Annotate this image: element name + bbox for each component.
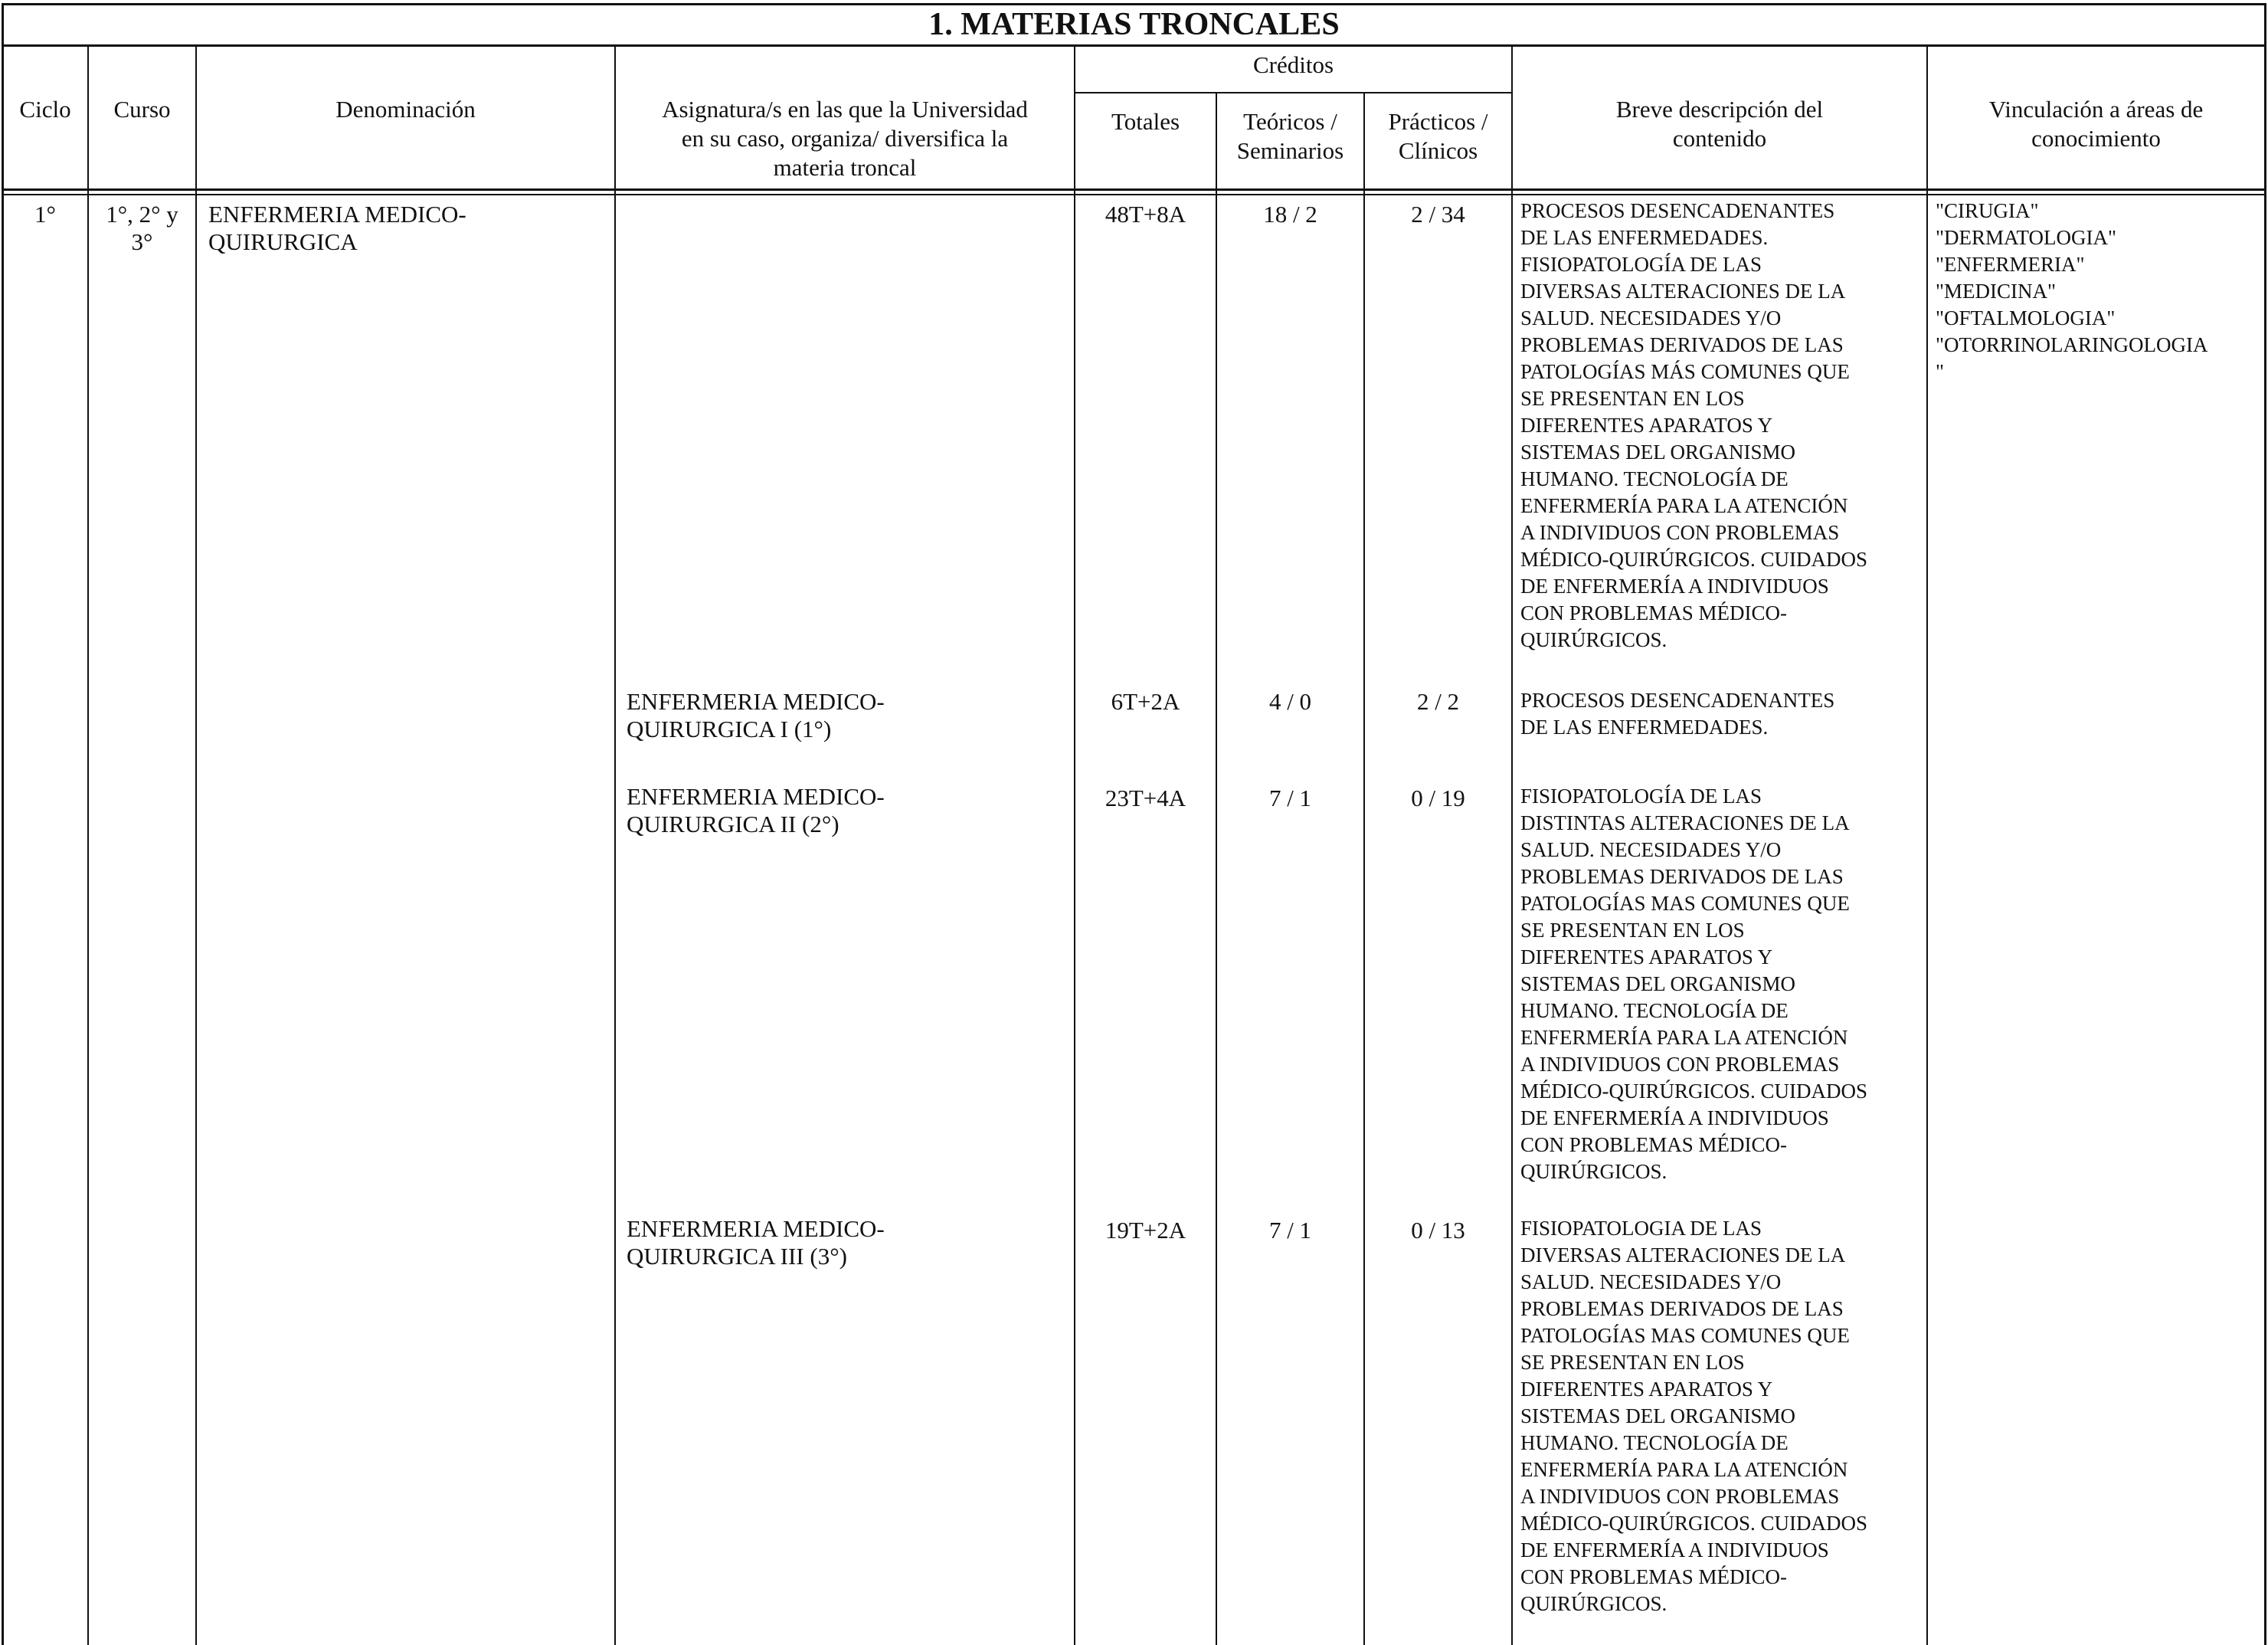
header-creditos: Créditos [1252, 51, 1334, 78]
col-border-practicos [1511, 44, 1513, 1645]
sub-row-2-teoricos: 7 / 1 [1268, 785, 1312, 811]
sub-row-2-practicos: 0 / 19 [1411, 785, 1465, 811]
col-border-totales [1216, 92, 1217, 1645]
header-teoricos: Teóricos / Seminarios [1236, 108, 1344, 164]
sub-row-3-totales: 19T+2A [1105, 1217, 1186, 1244]
sub-row-1-totales: 6T+2A [1111, 688, 1180, 715]
main-ciclo: 1° [34, 201, 56, 228]
header-totales: Totales [1111, 108, 1180, 135]
sub-row-2-asignatura: ENFERMERIA MEDICO- QUIRURGICA II (2°) [627, 783, 885, 837]
sub-row-3-asignatura: ENFERMERIA MEDICO- QUIRURGICA III (3°) [627, 1215, 885, 1270]
header-practicos: Prácticos / Clínicos [1388, 108, 1488, 164]
col-border-teoricos [1363, 92, 1365, 1645]
header-ciclo: Ciclo [19, 96, 71, 123]
main-curso: 1°, 2° y 3° [106, 201, 178, 255]
sub-row-3-practicos: 0 / 13 [1411, 1217, 1465, 1244]
sub-row-3-teoricos: 7 / 1 [1268, 1217, 1312, 1244]
header-denominacion: Denominación [335, 96, 476, 123]
sub-row-1-teoricos: 4 / 0 [1268, 688, 1312, 715]
col-border-asignatura [1074, 44, 1075, 1645]
col-border-left [2, 3, 4, 1645]
creditos-bottom-border [1074, 92, 1513, 93]
sub-row-2-descripcion: FISIOPATOLOGÍA DE LAS DISTINTAS ALTERACIONES DE LA SALUD. NECESIDADES Y/O PROBLEMAS DERIVADOS DE LAS PATOLOGÍAS MAS COMUNES QUE SE PRESENTAN EN LOS DIFERENTES APARATOS Y SISTEMAS DEL ORGANISMO HUMANO. TECNOLOGÍA DE ENFERMERÍA PARA LA ATENCIÓN A INDIVIDUOS CON PROBLEMAS MÉDICO-QUIRÚRGICOS. CUIDADOS DE ENFERMERÍA A INDIVIDUOS CON PROBLEMAS MÉDICO- QUIRÚRGICOS. [1520, 785, 1868, 1183]
col-border-denominacion [614, 44, 616, 1645]
header-vinculacion: Vinculación a áreas de conocimiento [1988, 96, 2204, 152]
header-curso: Curso [113, 96, 171, 123]
sub-row-1-asignatura: ENFERMERIA MEDICO- QUIRURGICA I (1°) [627, 688, 885, 742]
header-descripcion: Breve descripción del contenido [1615, 96, 1824, 152]
sub-row-1-descripcion: PROCESOS DESENCADENANTES DE LAS ENFERMEDADES. [1520, 689, 1835, 739]
page-title: 1. MATERIAS TRONCALES [928, 7, 1340, 42]
main-totales: 48T+8A [1105, 201, 1186, 228]
col-border-curso [195, 44, 197, 1645]
sub-row-1-practicos: 2 / 2 [1416, 688, 1460, 715]
sub-row-2-totales: 23T+4A [1105, 785, 1186, 811]
header-asignatura: Asignatura/s en las que la Universidad en su caso, organiza/ diversifica la materia troncal [662, 96, 1028, 181]
main-vinculacion: "CIRUGIA" "DERMATOLOGIA" "ENFERMERIA" "MEDICINA" "OFTALMOLOGIA" "OTORRINOLARINGOLOGIA " [1936, 199, 2208, 383]
main-teoricos: 18 / 2 [1263, 201, 1317, 228]
col-border-descripcion [1926, 44, 1928, 1645]
main-descripcion: PROCESOS DESENCADENANTES DE LAS ENFERMEDADES. FISIOPATOLOGÍA DE LAS DIVERSAS ALTERACIONES DE LA SALUD. NECESIDADES Y/O PROBLEMAS DERIVADOS DE LAS PATOLOGÍAS MÁS COMUNES QUE SE PRESENTAN EN LOS DIFERENTES APARATOS Y SISTEMAS DEL ORGANISMO HUMANO. TECNOLOGÍA DE ENFERMERÍA PARA LA ATENCIÓN A INDIVIDUOS CON PROBLEMAS MÉDICO-QUIRÚRGICOS. CUIDADOS DE ENFERMERÍA A INDIVIDUOS CON PROBLEMAS MÉDICO- QUIRÚRGICOS. [1520, 199, 1868, 651]
main-practicos: 2 / 34 [1411, 201, 1465, 228]
sub-row-3-descripcion: FISIOPATOLOGIA DE LAS DIVERSAS ALTERACIONES DE LA SALUD. NECESIDADES Y/O PROBLEMAS DERIVADOS DE LAS PATOLOGÍAS MAS COMUNES QUE SE PRESENTAN EN LOS DIFERENTES APARATOS Y SISTEMAS DEL ORGANISMO HUMANO. TECNOLOGÍA DE ENFERMERÍA PARA LA ATENCIÓN A INDIVIDUOS CON PROBLEMAS MÉDICO-QUIRÚRGICOS. CUIDADOS DE ENFERMERÍA A INDIVIDUOS CON PROBLEMAS MÉDICO- QUIRÚRGICOS. [1520, 1217, 1868, 1615]
main-denominacion: ENFERMERIA MEDICO- QUIRURGICA [208, 201, 466, 255]
col-border-ciclo [87, 44, 89, 1645]
